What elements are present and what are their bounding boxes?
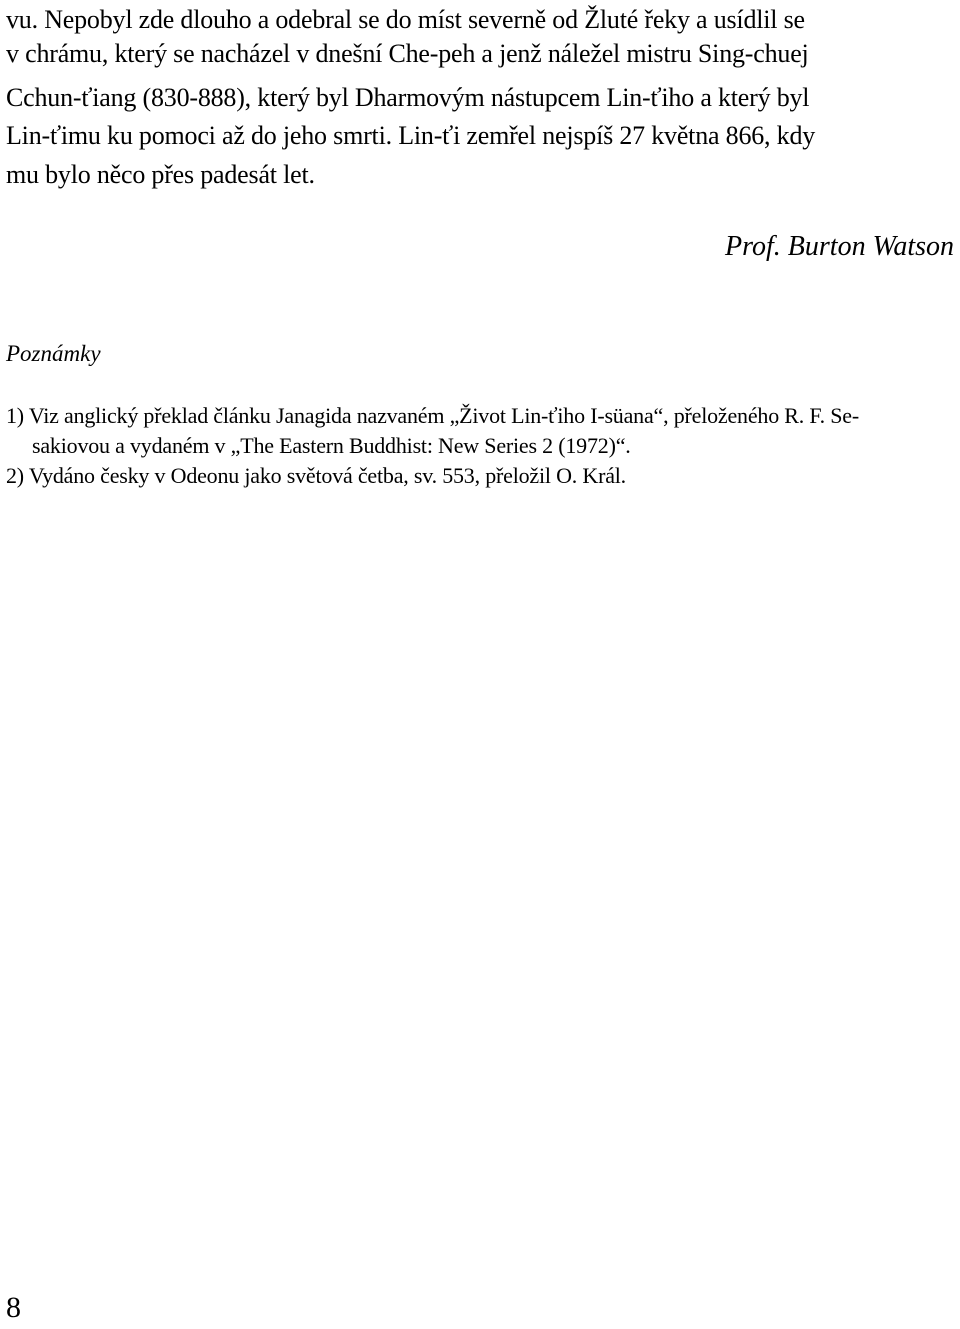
body-text-line: Lin-ťimu ku pomoci až do jeho smrti. Lin-ťi zemřel nejspíš 27 května 866, kdy bbox=[6, 121, 816, 150]
page-number: 8 bbox=[6, 1291, 21, 1324]
footnote-2: 2) Vydáno česky v Odeonu jako světová četba, sv. 553, přeložil O. Král. bbox=[6, 463, 626, 488]
footnote-1-continuation: sakiovou a vydaném v „The Eastern Buddhist: New Series 2 (1972)“. bbox=[32, 433, 631, 458]
author-signature: Prof. Burton Watson bbox=[725, 231, 954, 262]
footnote-1: 1) Viz anglický překlad článku Janagida nazvaném „Život Lin-ťiho I-süana“, přeloženého R. F. Se- bbox=[6, 403, 859, 428]
notes-heading: Poznámky bbox=[6, 341, 101, 366]
body-text-line: mu bylo něco přes padesát let. bbox=[6, 160, 315, 189]
body-text-line: vu. Nepobyl zde dlouho a odebral se do míst severně od Žluté řeky a usídlil se bbox=[6, 5, 805, 34]
body-text-line: Cchun-ťiang (830-888), který byl Dharmovým nástupcem Lin-ťiho a který byl bbox=[6, 83, 810, 112]
body-text-line: v chrámu, který se nacházel v dnešní Che-peh a jenž náležel mistru Sing-chuej bbox=[6, 39, 809, 68]
